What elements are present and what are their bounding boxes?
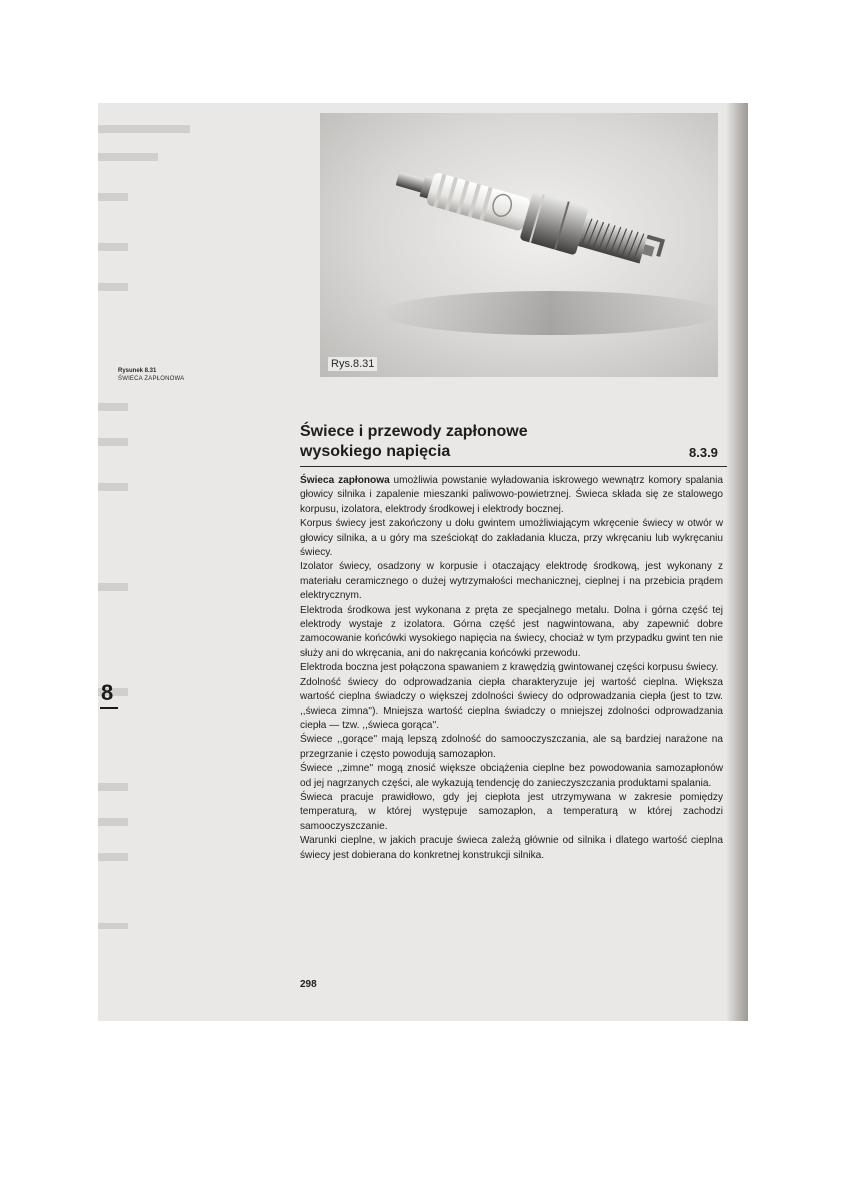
figure-caption <box>118 367 184 383</box>
bleed-through-line <box>98 783 128 791</box>
figure-label: Rys.8.31 <box>328 357 377 371</box>
chapter-marker: 8 <box>101 680 114 705</box>
paragraph: Warunki cieplne, w jakich pracuje świeca zależą głównie od silnika i dlatego wartość cieplna świecy jest dobierana do konkretnej konstrukcji silnika. <box>300 835 723 861</box>
bleed-through-line <box>98 243 128 251</box>
paragraph: Korpus świecy jest zakończony u dołu gwintem umożliwiającym wkręcenie świecy w otwór w głowicy silnika, a u góry ma sześciokąt do zakładania klucza, przy wkręcaniu lub wykręcaniu świecy. <box>300 518 723 559</box>
bleed-through-line <box>98 483 128 491</box>
chapter-marker-rule <box>100 707 118 709</box>
bleed-through-line <box>98 853 128 861</box>
bleed-through-line <box>98 583 128 591</box>
spark-plug-photo <box>320 113 718 377</box>
paragraph-lead-term: Świeca zapłonowa <box>300 475 390 486</box>
paragraph: Zdolność świecy do odprowadzania ciepła charakteryzuje jej wartość cieplna. Większa wartość cieplna świadczy o większej zdolności świecy do odprowadzania ciepła (jest to tzw. ,,świeca zimna''). Mniejsza wartość cieplna świadczy o mniejszej zdolności odprowadzania ciepła — tzw. ,,świeca gorąca''. <box>300 676 723 731</box>
paragraph: Świece ,,zimne'' mogą znosić większe obciążenia cieplne bez powodowania samozapłonów od jej nagrzanych części, ale wykazują tendencję do zanieczyszczania produktami spalania. <box>300 763 723 789</box>
paragraph <box>300 474 723 517</box>
bleed-through-line <box>98 283 128 291</box>
bleed-through-line <box>98 923 128 929</box>
body-text <box>300 474 723 863</box>
section-title-line1: Świece i przewody zapłonowe <box>300 423 528 440</box>
section-heading <box>300 422 600 462</box>
bleed-through-line <box>98 153 158 161</box>
paragraph: Świece ,,gorące'' mają lepszą zdolność do samooczyszczania, ale są bardziej narażone na przegrzanie i często powodują samozapłon. <box>300 734 723 760</box>
paragraph: Świeca pracuje prawidłowo, gdy jej ciepłota jest utrzymywana w zakresie pomiędzy temperaturą, w której występuje samozapłon, a temperaturą w której zachodzi samooczyszczanie. <box>300 791 723 832</box>
paragraph: Elektroda boczna jest połączona spawaniem z krawędzią gwintowanej części korpusu świecy. <box>300 662 719 674</box>
section-number: 8.3.9 <box>689 445 718 460</box>
page-number: 298 <box>300 979 317 990</box>
paragraph: Elektroda środkowa jest wykonana z pręta ze specjalnego metalu. Dolna i górna część tej elektrody wystaje z izolatora. Górna część jest nagwintowana, aby zapewnić dobre zamocowanie końcówki wysokiego napięcia na świecy, chociaż w tym przypadku gwint ten nie służy ani do wkręcania, ani do nakręcania końcówki przewodu. <box>300 604 723 659</box>
bleed-through-line <box>98 125 190 133</box>
bleed-through-line <box>98 818 128 826</box>
bleed-through-line <box>98 193 128 201</box>
bleed-through-line <box>98 403 128 411</box>
paragraph: Izolator świecy, osadzony w korpusie i otaczający elektrodę środkową, jest wykonany z materiału ceramicznego o dużej wytrzymałości mechanicznej, cieplnej i na przebicia prądem elektrycznym. <box>300 561 723 602</box>
spark-plug-illustration <box>320 113 718 377</box>
heading-divider <box>300 466 727 467</box>
book-spine-shadow <box>726 103 748 1021</box>
bleed-through-line <box>98 438 128 446</box>
figure-caption-number: Rysunek 8.31 <box>118 368 157 374</box>
section-title-line2: wysokiego napięcia <box>300 443 451 460</box>
paragraph-text: umożliwia powstanie wyładowania iskrowego wewnątrz komory spalania głowicy silnika i zapalenie mieszanki paliwowo-powietrznej. Świeca składa się ze stalowego korpusu, izolatora, elektrody środkowej i elektrody bocznej. <box>300 475 723 515</box>
figure-caption-title: ŚWIECA ZAPŁONOWA <box>118 376 185 382</box>
